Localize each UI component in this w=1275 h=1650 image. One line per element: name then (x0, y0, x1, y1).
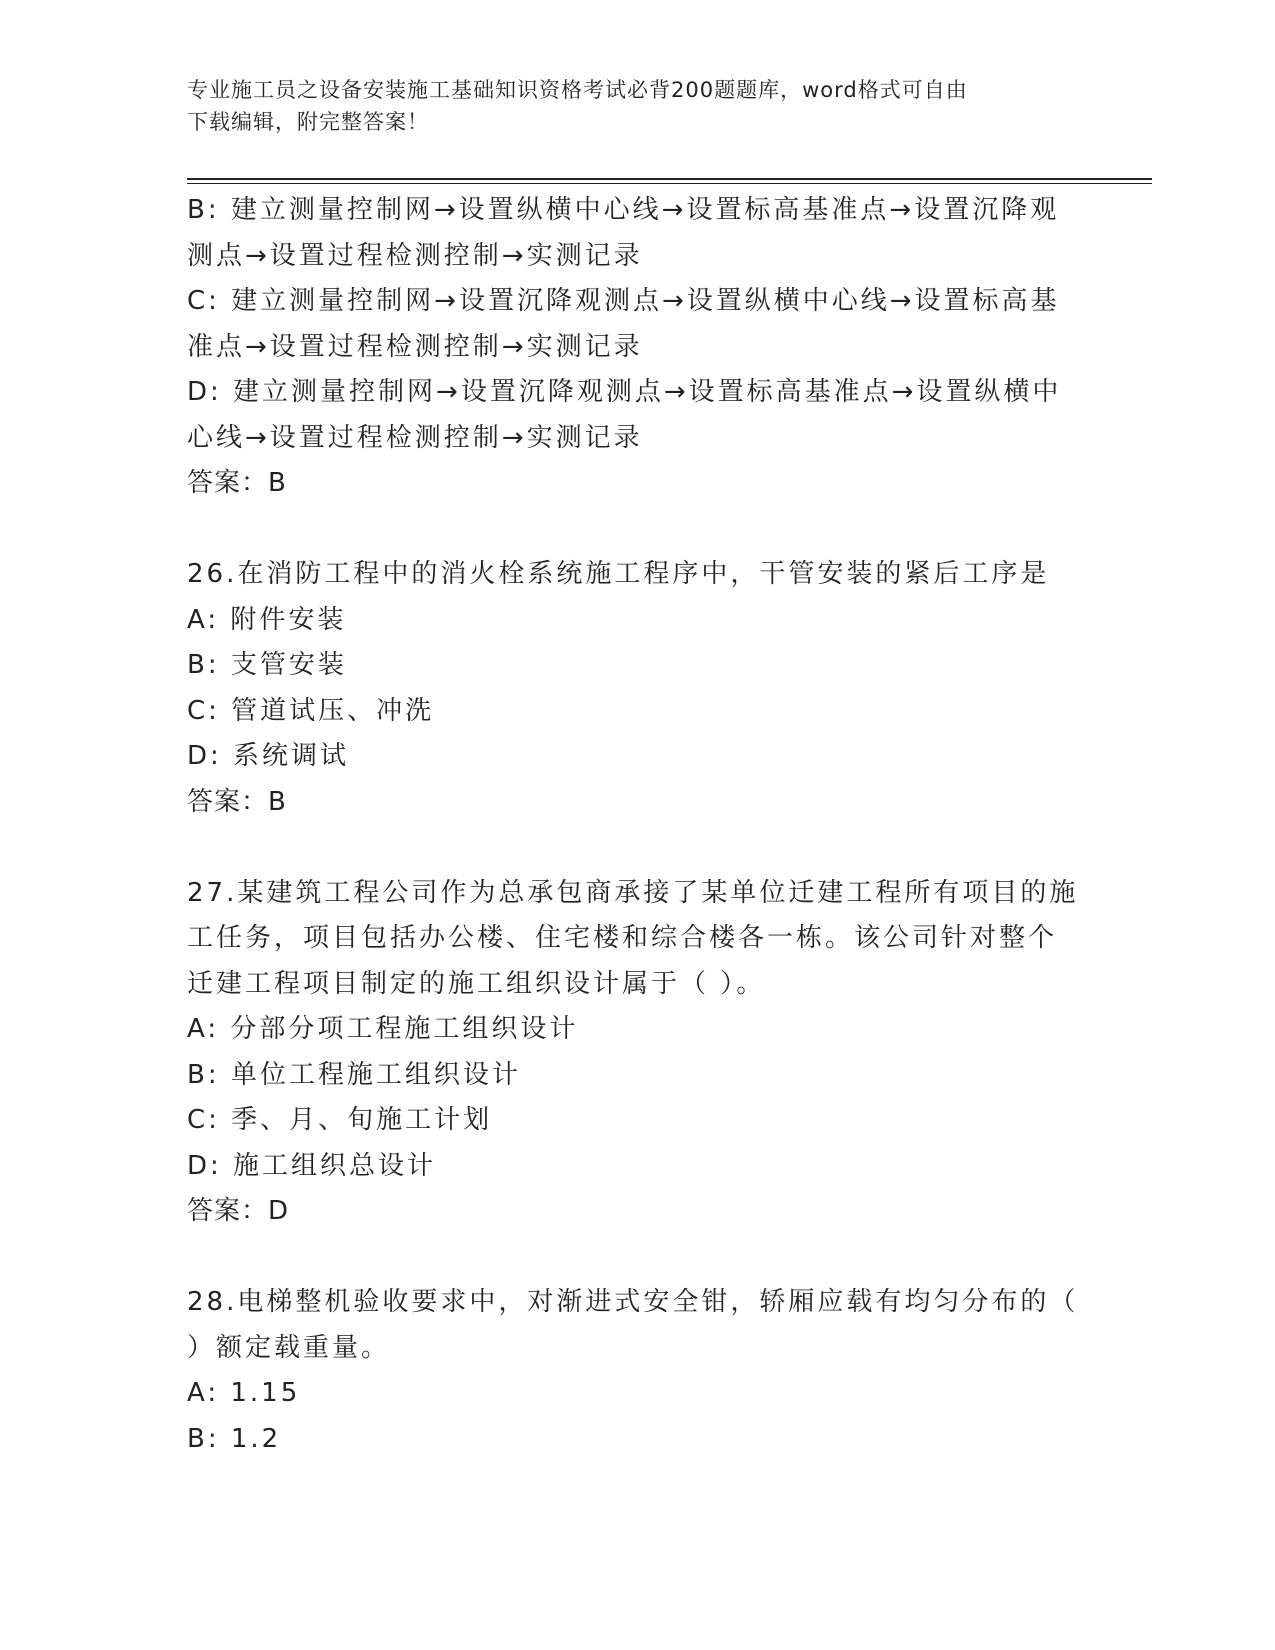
header-line-2: 下载编辑，附完整答案！ (187, 110, 429, 134)
option-d: D: 施工组织总设计 (187, 1150, 437, 1181)
option-d: D: 系统调试 (187, 741, 350, 771)
spacer (187, 825, 1077, 871)
header-rule-thick (187, 178, 1152, 180)
option-d-line-2: 心线→设置过程检测控制→实测记录 (187, 422, 643, 453)
option-c: C: 季、月、旬施工计划 (187, 1105, 493, 1135)
option-a: A: 分部分项工程施工组织设计 (187, 1014, 579, 1044)
question-25-block (187, 188, 1077, 507)
document-body (187, 188, 1077, 1462)
question-28-block (187, 1280, 1077, 1462)
answer-line: 答案：B (187, 468, 287, 498)
option-c-line-1: C: 建立测量控制网→设置沉降观测点→设置纵横中心线→设置标高基 (187, 286, 1060, 316)
question-text-line-1: 28.电梯整机验收要求中，对渐进式安全钳，轿厢应载有均匀分布的（ (187, 1287, 1079, 1317)
header-rule-thin (187, 183, 1152, 184)
option-b-line-2: 测点→设置过程检测控制→实测记录 (187, 240, 643, 271)
option-a: A: 1.15 (187, 1378, 301, 1408)
question-27-block (187, 871, 1077, 1235)
option-b: B: 单位工程施工组织设计 (187, 1059, 521, 1090)
option-b: B: 1.2 (187, 1423, 282, 1454)
option-a: A: 附件安装 (187, 604, 347, 635)
option-b-line-1: B: 建立测量控制网→设置纵横中心线→设置标高基准点→设置沉降观 (187, 195, 1060, 225)
option-b: B: 支管安装 (187, 650, 347, 680)
question-text-line-3: 迁建工程项目制定的施工组织设计属于（ ）。 (187, 968, 766, 999)
question-text-line-2: 工任务，项目包括办公楼、住宅楼和综合楼各一栋。该公司针对整个 (187, 923, 1058, 953)
option-c-line-2: 准点→设置过程检测控制→实测记录 (187, 331, 643, 362)
answer-line: 答案：B (187, 786, 287, 817)
header-line-1: 专业施工员之设备安装施工基础知识资格考试必背200题题库，word格式可自由 (187, 78, 968, 102)
question-text: 26.在消防工程中的消火栓系统施工程序中，干管安装的紧后工序是 (187, 559, 1050, 589)
option-c: C: 管道试压、冲洗 (187, 695, 435, 726)
page-header (187, 74, 1067, 138)
option-d-line-1: D: 建立测量控制网→设置沉降观测点→设置标高基准点→设置纵横中 (187, 377, 1062, 407)
question-text-line-1: 27.某建筑工程公司作为总承包商承接了某单位迁建工程所有项目的施 (187, 877, 1079, 908)
spacer (187, 1235, 1077, 1281)
question-text-line-2: ）额定载重量。 (187, 1332, 391, 1363)
question-26-block (187, 552, 1077, 825)
answer-line: 答案：D (187, 1196, 290, 1226)
spacer (187, 507, 1077, 553)
